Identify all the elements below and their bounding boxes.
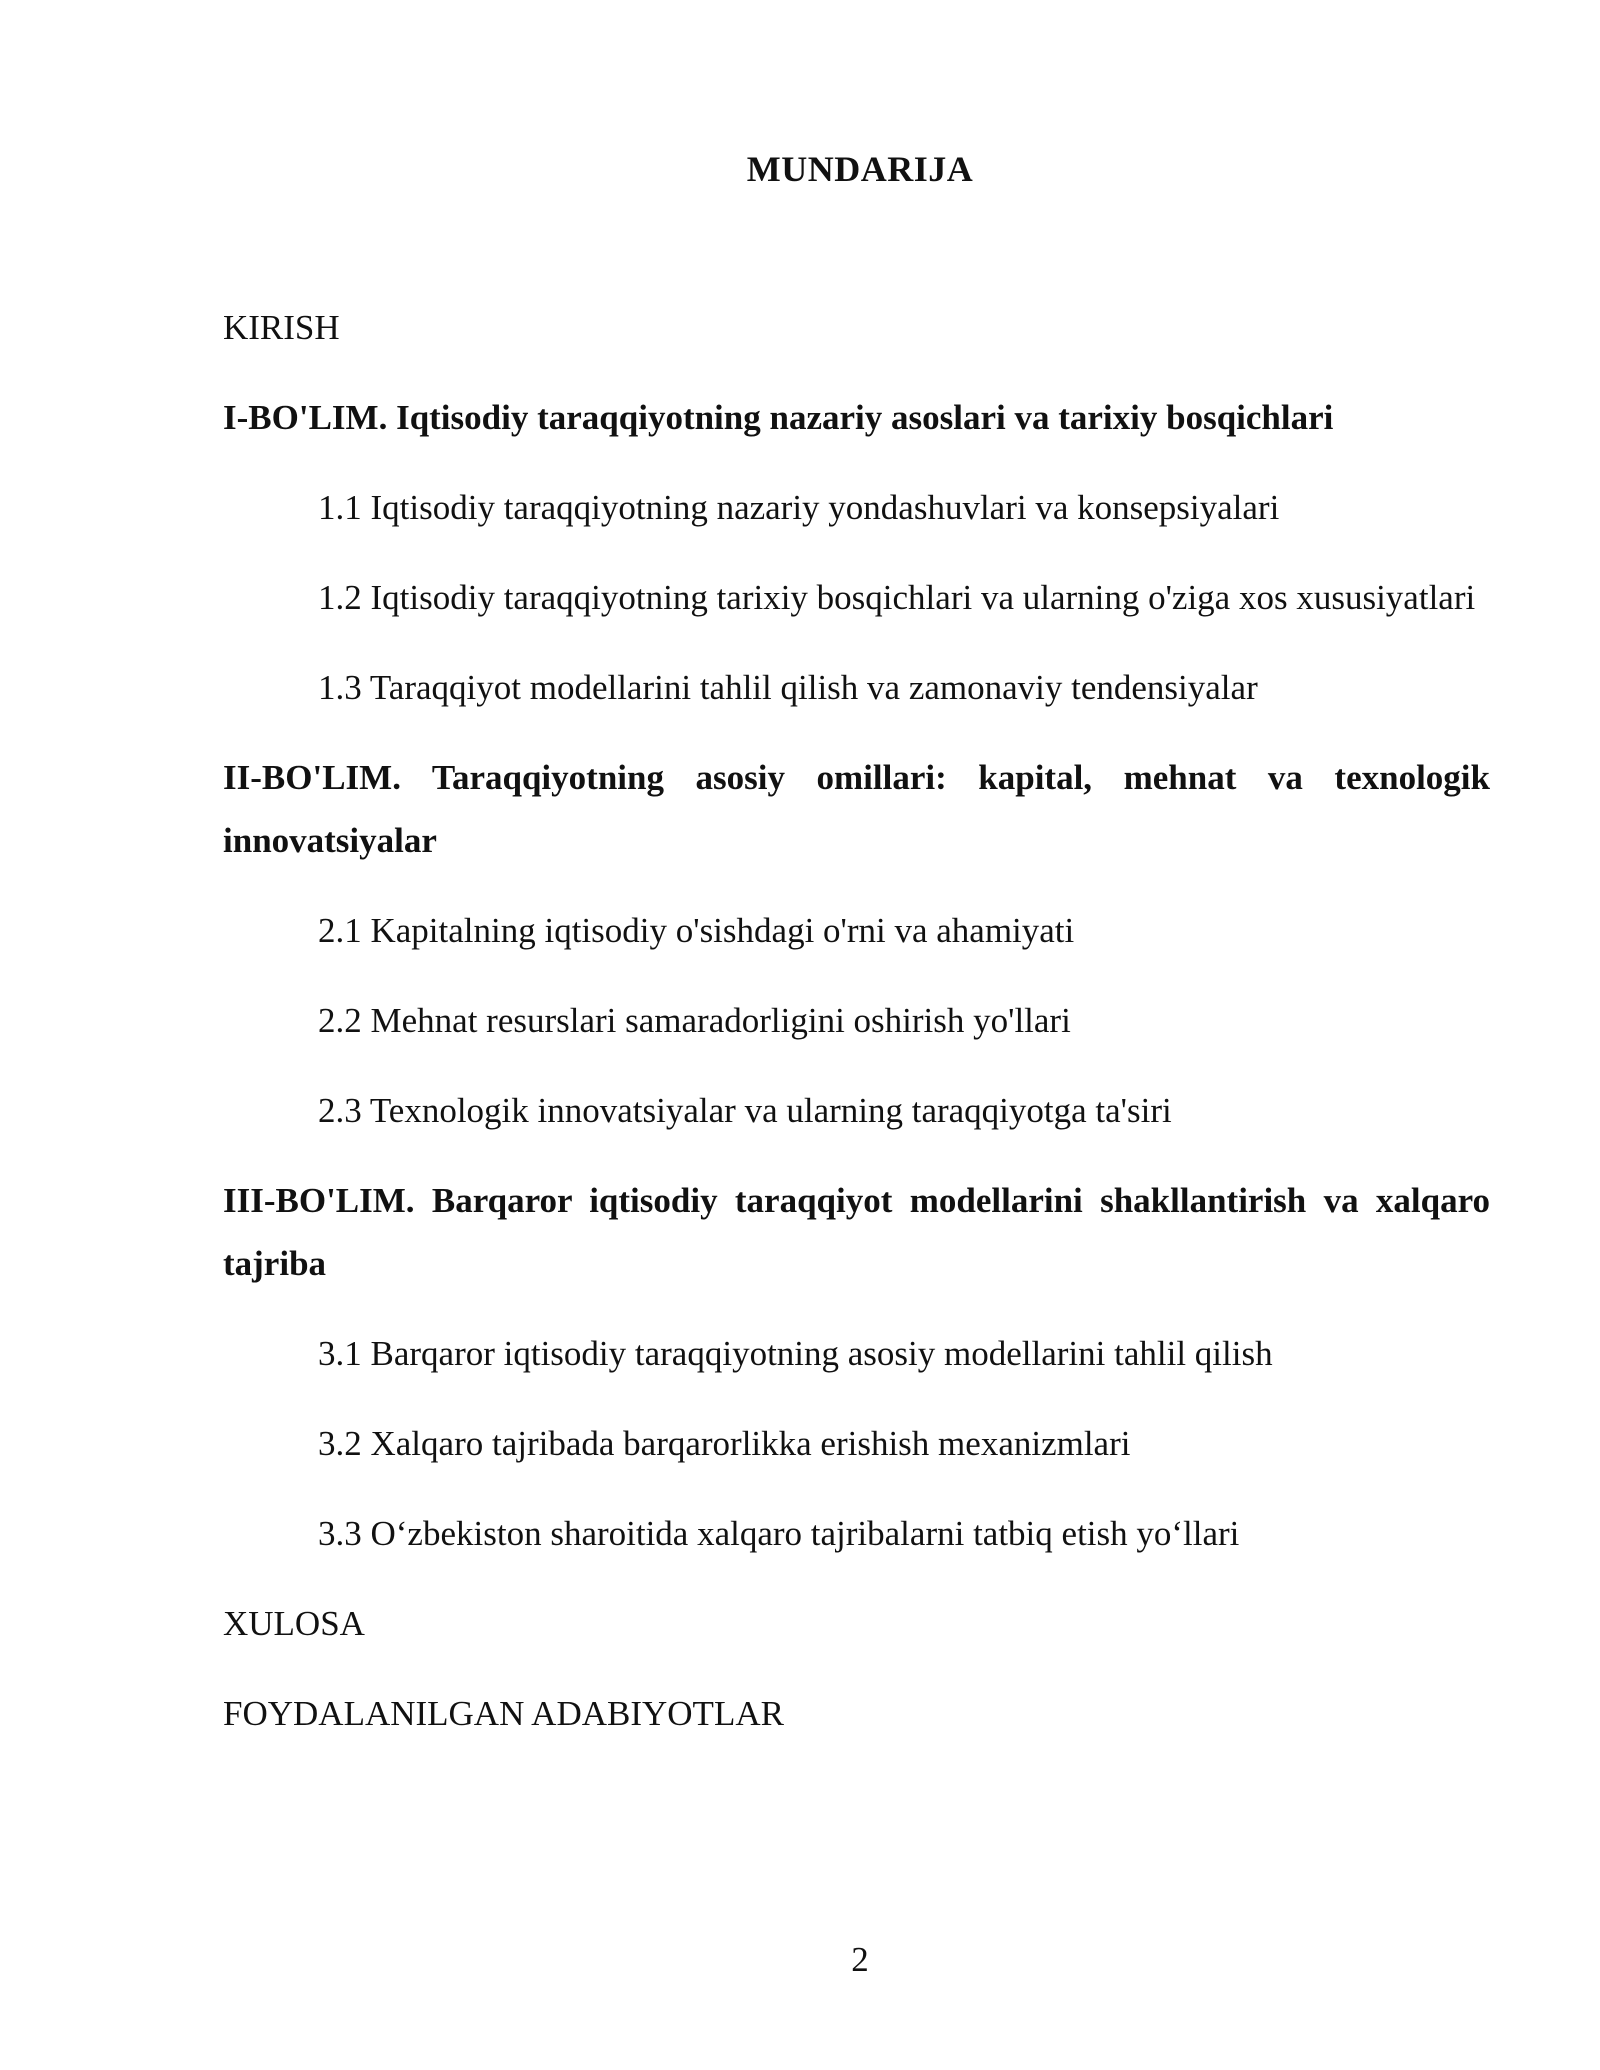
- toc-subsection-1-1: 1.1 Iqtisodiy taraqqiyotning nazariy yondashuvlari va konsepsiyalari: [318, 488, 1280, 527]
- page-title: MUNDARIJA: [746, 149, 974, 189]
- toc-section-heading-1: I-BO'LIM. Iqtisodiy taraqqiyotning nazariy asoslari va tarixiy bosqichlari: [223, 398, 1334, 437]
- table-of-contents: [223, 296, 1490, 1772]
- toc-subsection-1-2: 1.2 Iqtisodiy taraqqiyotning tarixiy bosqichlari va ularning o'ziga xos xususiyatlari: [318, 578, 1476, 617]
- toc-intro: KIRISH: [223, 308, 340, 347]
- toc-subsection-3-2: 3.2 Xalqaro tajribada barqarorlikka erishish mexanizmlari: [318, 1424, 1131, 1463]
- toc-subsection-2-1: 2.1 Kapitalning iqtisodiy o'sishdagi o'rni va ahamiyati: [318, 911, 1075, 950]
- toc-subsection-1-3: 1.3 Taraqqiyot modellarini tahlil qilish va zamonaviy tendensiyalar: [318, 668, 1258, 707]
- toc-conclusion: XULOSA: [223, 1604, 365, 1643]
- toc-section-heading-2: II-BO'LIM. Taraqqiyotning asosiy omillari: kapital, mehnat va texnologik innovatsiyalar: [223, 758, 1490, 860]
- toc-references: FOYDALANILGAN ADABIYOTLAR: [223, 1694, 784, 1733]
- toc-subsection-3-3: 3.3 O‘zbekiston sharoitida xalqaro tajribalarni tatbiq etish yo‘llari: [318, 1514, 1240, 1553]
- toc-subsection-3-1: 3.1 Barqaror iqtisodiy taraqqiyotning asosiy modellarini tahlil qilish: [318, 1334, 1273, 1373]
- toc-section-heading-3: III-BO'LIM. Barqaror iqtisodiy taraqqiyot modellarini shakllantirish va xalqaro tajriba: [223, 1181, 1490, 1283]
- toc-subsection-2-3: 2.3 Texnologik innovatsiyalar va ularning taraqqiyotga ta'siri: [318, 1091, 1172, 1130]
- page-number: 2: [851, 1940, 869, 1979]
- toc-subsection-2-2: 2.2 Mehnat resurslari samaradorligini oshirish yo'llari: [318, 1001, 1071, 1040]
